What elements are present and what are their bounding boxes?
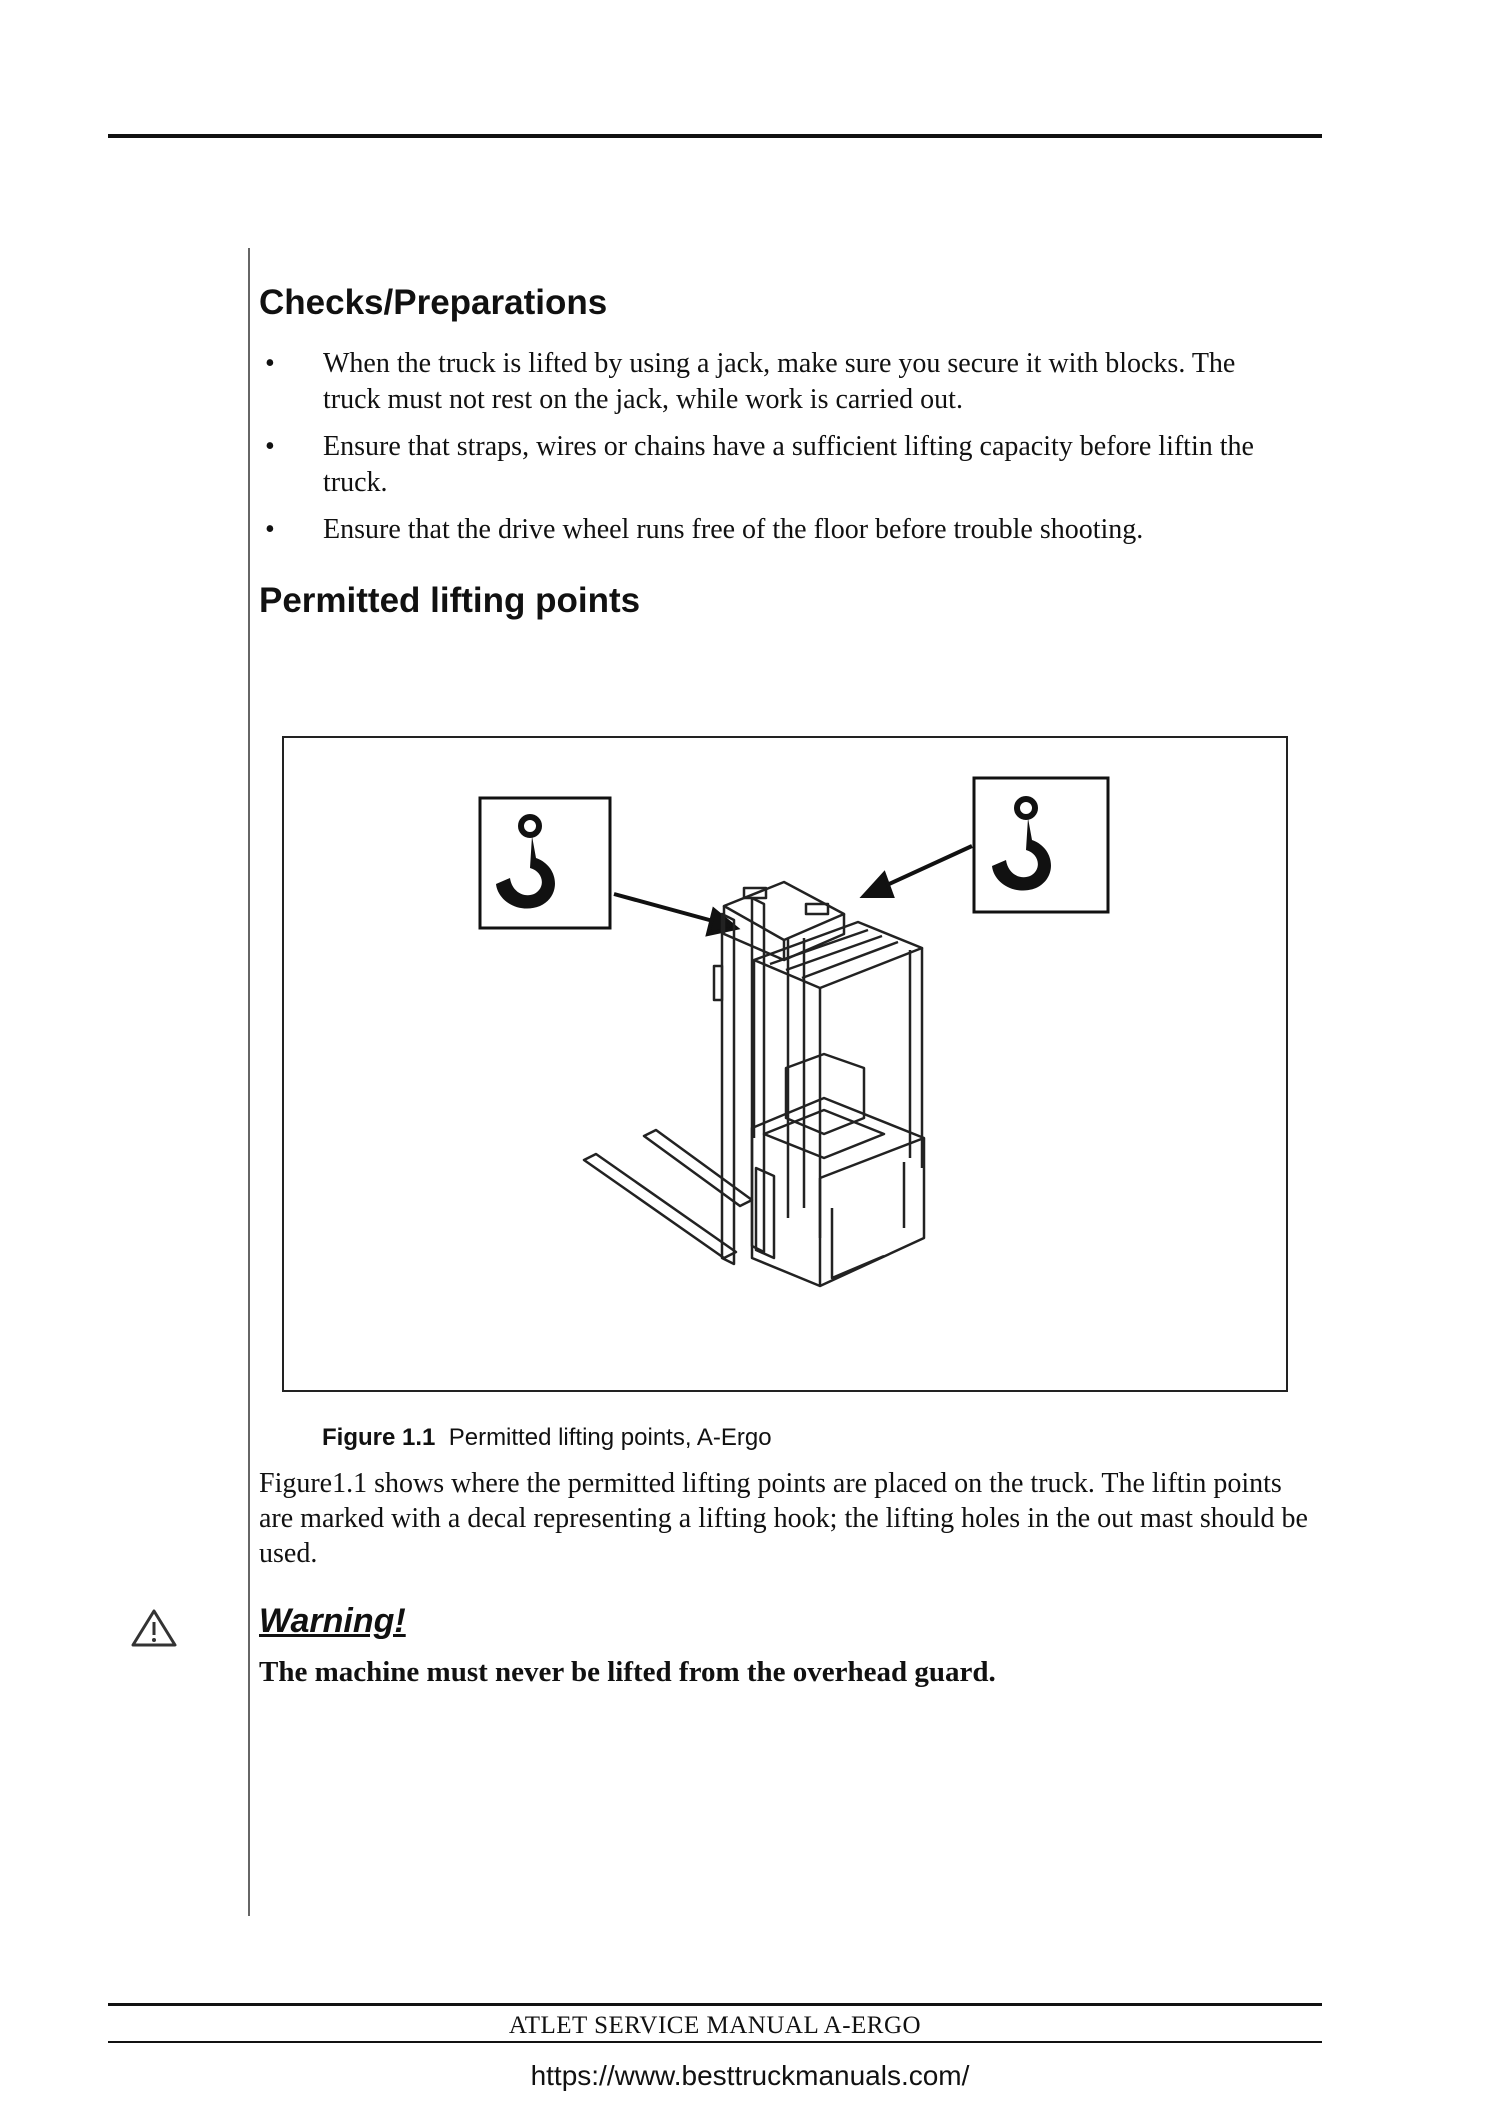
list-item — [259, 346, 1299, 418]
footer-title: ATLET SERVICE MANUAL A-ERGO — [508, 2012, 922, 2039]
warning-title: Warning! — [259, 1602, 406, 1640]
truck-illustration — [284, 738, 1286, 1390]
main-content — [259, 280, 1299, 623]
footer-url[interactable]: https://www.besttruckmanuals.com/ — [530, 2060, 970, 2091]
figure-label: Figure 1.1 — [322, 1424, 436, 1451]
bullet-symbol: • — [265, 347, 275, 379]
checks-list — [259, 346, 1299, 548]
header-rule — [108, 134, 1322, 138]
hook-decal-right — [974, 778, 1108, 912]
footer-rule-top — [108, 2003, 1322, 2006]
stacker-truck — [584, 882, 924, 1286]
margin-rule — [248, 248, 250, 1916]
hook-decal-left — [480, 798, 610, 928]
pointer-arrows — [614, 846, 972, 934]
figure-caption-text: Permitted lifting points, A-Ergo — [448, 1424, 772, 1451]
footer-rule-bottom — [108, 2041, 1322, 2043]
lifting-points-heading: Permitted lifting points — [259, 580, 641, 620]
warning-text: The machine must never be lifted from the overhead guard. — [259, 1656, 996, 1688]
warning-triangle-icon — [130, 1608, 178, 1653]
bullet-symbol: • — [265, 430, 275, 462]
figure-description: Figure1.1 shows where the permitted lifting points are placed on the truck. The liftin points are marked with a decal representing a lifting hook; the lifting holes in the out mast should be used. — [259, 1468, 1308, 1569]
checks-heading: Checks/Preparations — [259, 283, 608, 322]
list-item-text: Ensure that the drive wheel runs free of the floor before trouble shooting. — [323, 513, 1144, 545]
figure-caption — [322, 1424, 772, 1452]
list-item-text: Ensure that straps, wires or chains have a sufficient lifting capacity before liftin the truck. — [323, 430, 1254, 498]
list-item — [259, 512, 1299, 548]
figure-lifting-points — [282, 736, 1288, 1392]
bullet-symbol: • — [265, 513, 275, 545]
list-item — [259, 429, 1299, 501]
list-item-text: When the truck is lifted by using a jack, make sure you secure it with blocks. The truck must not rest on the jack, while work is carried out. — [323, 347, 1236, 415]
